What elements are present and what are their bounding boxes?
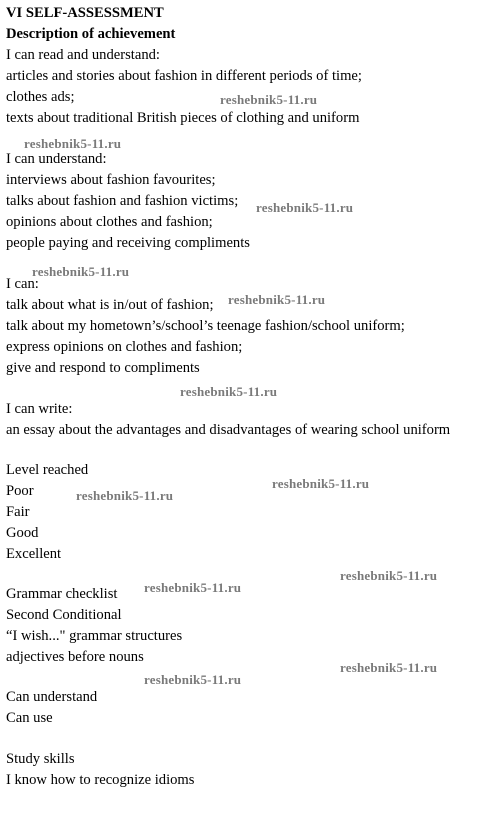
mastery-item: Can understand <box>6 689 98 705</box>
watermark: reshebnik5-11.ru <box>180 384 278 399</box>
can-item: talk about my hometown’s/school’s teenage fashion/school uniform; <box>6 318 405 334</box>
understand-item: opinions about clothes and fashion; <box>6 214 213 230</box>
watermark: reshebnik5-11.ru <box>76 488 174 503</box>
understand-item: interviews about fashion favourites; <box>6 172 216 188</box>
can-item: express opinions on clothes and fashion; <box>6 339 243 355</box>
mastery-item: Can use <box>6 710 53 726</box>
watermark: reshebnik5-11.ru <box>228 292 326 307</box>
write-intro: I can write: <box>6 401 73 417</box>
can-item: give and respond to compliments <box>6 360 200 376</box>
grammar-item: adjectives before nouns <box>6 649 144 665</box>
grammar-item: “I wish..." grammar structures <box>6 628 183 644</box>
watermark: reshebnik5-11.ru <box>256 200 354 215</box>
level-item: Fair <box>6 504 30 520</box>
level-title: Level reached <box>6 462 89 478</box>
level-item: Excellent <box>6 546 62 562</box>
watermark: reshebnik5-11.ru <box>220 92 318 107</box>
study-item: I know how to recognize idioms <box>6 772 195 788</box>
watermark: reshebnik5-11.ru <box>340 568 438 583</box>
can-intro: I can: <box>6 276 39 292</box>
watermark: reshebnik5-11.ru <box>144 580 242 595</box>
read-item: articles and stories about fashion in different periods of time; <box>6 68 362 84</box>
understand-item: people paying and receiving compliments <box>6 235 250 251</box>
page-title: VI SELF-ASSESSMENT <box>6 5 164 21</box>
read-intro: I can read and understand: <box>6 47 160 63</box>
read-item: texts about traditional British pieces of clothing and uniform <box>6 110 360 126</box>
level-item: Good <box>6 525 39 541</box>
study-title: Study skills <box>6 751 75 767</box>
watermark: reshebnik5-11.ru <box>144 672 242 687</box>
write-item: an essay about the advantages and disadvantages of wearing school uniform <box>6 422 451 438</box>
grammar-title: Grammar checklist <box>6 586 118 602</box>
watermark: reshebnik5-11.ru <box>24 136 122 151</box>
understand-item: talks about fashion and fashion victims; <box>6 193 239 209</box>
understand-intro: I can understand: <box>6 151 107 167</box>
watermark: reshebnik5-11.ru <box>32 264 130 279</box>
level-item: Poor <box>6 483 34 499</box>
can-item: talk about what is in/out of fashion; <box>6 297 214 313</box>
watermark: reshebnik5-11.ru <box>340 660 438 675</box>
grammar-item: Second Conditional <box>6 607 122 623</box>
watermark: reshebnik5-11.ru <box>272 476 370 491</box>
read-item: clothes ads; <box>6 89 75 105</box>
section-subtitle: Description of achievement <box>6 26 176 42</box>
